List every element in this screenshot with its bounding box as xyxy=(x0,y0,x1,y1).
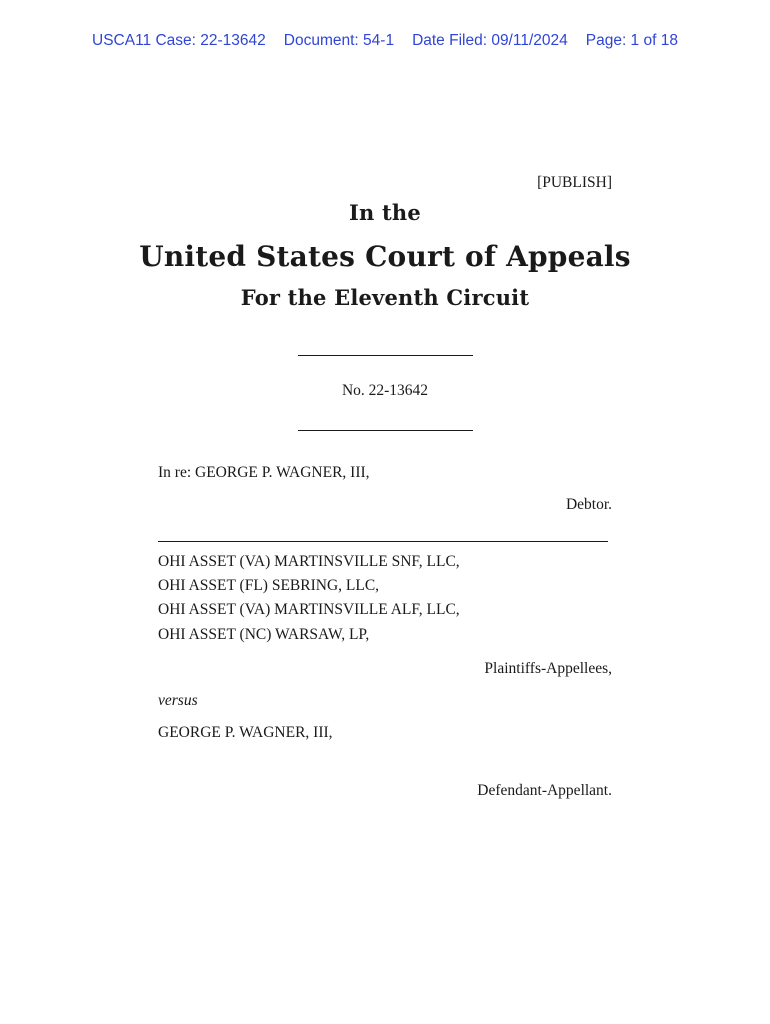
case-number-stamp: USCA11 Case: 22-13642 xyxy=(92,32,266,49)
court-name: United States Court of Appeals xyxy=(139,240,631,273)
caption-divider xyxy=(158,541,608,542)
divider-bottom xyxy=(298,430,473,431)
defendant-name: GEORGE P. WAGNER, III, xyxy=(158,724,333,741)
plaintiffs-role: Plaintiffs-Appellees, xyxy=(484,660,612,677)
plaintiff-line: OHI ASSET (VA) MARTINSVILLE SNF, LLC, xyxy=(158,553,460,570)
date-filed-stamp: Date Filed: 09/11/2024 xyxy=(412,32,568,49)
page-count-stamp: Page: 1 of 18 xyxy=(585,32,678,49)
filing-header xyxy=(0,32,770,50)
defendant-role: Defendant-Appellant. xyxy=(477,782,612,799)
court-circuit: For the Eleventh Circuit xyxy=(240,285,530,310)
docket-number: No. 22-13642 xyxy=(341,382,429,399)
in-re-line: In re: GEORGE P. WAGNER, III, xyxy=(158,464,370,481)
plaintiff-line: OHI ASSET (FL) SEBRING, LLC, xyxy=(158,577,380,594)
plaintiff-line: OHI ASSET (NC) WARSAW, LP, xyxy=(158,626,370,643)
court-in-the: In the xyxy=(349,200,421,225)
debtor-role: Debtor. xyxy=(565,496,612,513)
publish-tag: [PUBLISH] xyxy=(537,174,612,191)
divider-top xyxy=(298,355,473,356)
plaintiff-line: OHI ASSET (VA) MARTINSVILLE ALF, LLC, xyxy=(158,601,460,618)
versus-label: versus xyxy=(158,692,198,709)
document-number-stamp: Document: 54-1 xyxy=(283,32,395,49)
